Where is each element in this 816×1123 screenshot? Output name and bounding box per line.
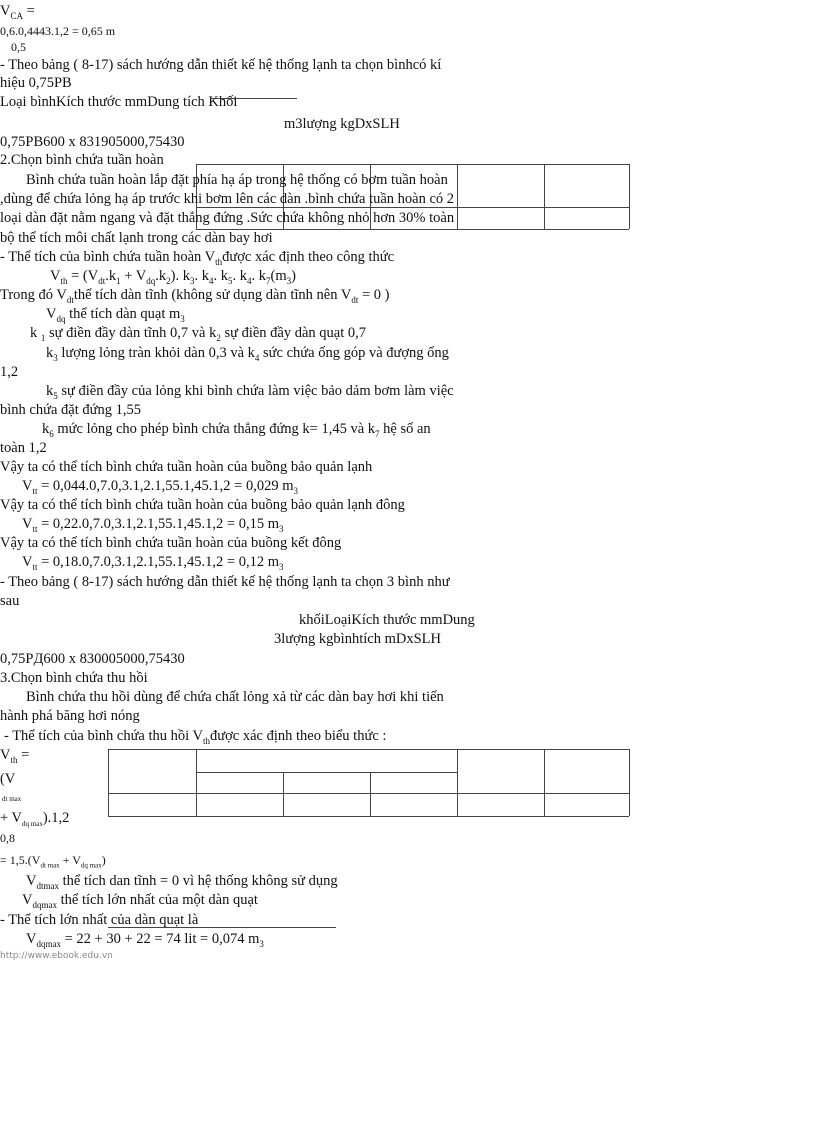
- vca-label: $V_{CA}$ =: [0, 3, 35, 21]
- k6-line: $k_6$ mức lỏng cho phép bình chứa thẳng đứng k= 1,45 và $k_7$ hệ số an: [42, 421, 431, 439]
- section-3-line-1: Bình chứa thu hồi dùng để chứa chất lỏng xả từ các dàn bay hơi khi tiến: [26, 689, 444, 705]
- section-2-line-2: ,dùng để chứa lỏng hạ áp trước khi bơm lên các dàn .bình chứa tuần hoàn có 2: [0, 191, 455, 207]
- vth-formula: $V_{th} = (V_{dt}.k_1 + V_{dq}.k_2)$. $k_3$. $k_4$. $k_5$. $k_4$. $k_7(m_3)$: [50, 268, 296, 286]
- vth-intro: - Thể tích của bình chứa tuần hoàn $V_{th}được$ xác định theo công thức: [0, 249, 395, 267]
- paragraph-2-line-2: sau: [0, 593, 20, 609]
- eq-vtt-1: $V_{tt} = 0,044.0,7.0,3.1,2.1,55.1,45.1,2 = 0,029$ $m_3$: [22, 478, 299, 496]
- watermark: http://www.ebook.edu.vn: [0, 951, 113, 961]
- vay-1: Vậy ta có thể tích bình chứa tuần hoàn của buồng bảo quản lạnh: [0, 459, 373, 475]
- vth2-label: $V_{th}$ =: [0, 747, 30, 765]
- section-3-line-2: hành phá băng hơi nóng: [0, 708, 140, 724]
- table-1-header-row-2: m3lượng kgDxSLH: [284, 116, 400, 132]
- table-2-rule: [108, 927, 336, 928]
- section-2-title: 2.Chọn bình chứa tuần hoàn: [0, 152, 164, 168]
- vth2-intro: - Thể tích của bình chứa thu hồi $V_{th}được$ xác định theo biểu thức :: [4, 728, 387, 746]
- k3-cont: 1,2: [0, 364, 19, 380]
- vth2-plus: + $V_{dq max}).1,2$: [0, 810, 70, 828]
- lon-nhat-line: - Thể tích lớn nhất của dàn quạt là: [0, 912, 199, 928]
- section-2-line-1: Bình chứa tuần hoàn lắp đặt phía hạ áp trong hệ thống có bơm tuần hoàn: [26, 172, 448, 188]
- vay-3: Vậy ta có thể tích bình chứa tuần hoàn của buồng kết đông: [0, 535, 342, 551]
- vca-denominator: 0,5: [11, 40, 26, 54]
- paragraph-1-line-1: - Theo bảng ( 8-17) sách hướng dẫn thiết kế hệ thống lạnh ta chọn bìnhcó kí: [0, 57, 442, 73]
- vay-2: Vậy ta có thể tích bình chứa tuần hoàn của buồng bảo quản lạnh đông: [0, 497, 405, 513]
- table-2-header-row-2: 3lượng kgbìnhtích mDxSLH: [274, 631, 441, 647]
- section-2-line-3: loại dàn đặt nằm ngang và đặt thẳng đứng .Sức chứa không nhỏ hơn 30% toàn: [0, 210, 455, 226]
- vth2-result: = $1,5.(V_{dt max} + V_{dq max})$: [0, 853, 106, 870]
- table-1-rule: [210, 98, 297, 99]
- eq-vtt-3: $V_{tt} = 0,18.0,7.0,3.1,2.1,55.1,45.1,2 = 0,12$ $m_3$: [22, 554, 284, 572]
- vth2-den: 0,8: [0, 831, 15, 845]
- k6-cont: toàn 1,2: [0, 440, 47, 456]
- k1-line: k $_1$ sự điền đầy dàn tĩnh 0,7 và $k_2$ sự điền đầy dàn quạt 0,7: [30, 325, 367, 343]
- vdq-line: $V_{dq}$ thể tích dàn quạt $m_3$: [46, 306, 185, 324]
- eq-vtt-2: $V_{tt} = 0,22.0,7.0,3.1,2.1,55.1,45.1,2 = 0,15$ $m_3$: [22, 516, 284, 534]
- table-2-data-row: 0,75PД600 x 830005000,75430: [0, 651, 185, 667]
- paragraph-2-line-1: - Theo bảng ( 8-17) sách hướng dẫn thiết kế hệ thống lạnh ta chọn 3 bình như: [0, 574, 450, 590]
- table-1-data-row: 0,75PB600 x 831905000,75430: [0, 134, 185, 150]
- eq-vdqmax: $V_{dqmax} = 22 + 30 + 22 = 74$ lit = 0,074 $m_3$: [26, 931, 264, 949]
- vca-numerator: 0,6.0,4443.1,2 = 0,65 m: [0, 24, 116, 38]
- table-2-header-row-1: khốiLoạiKích thước mmDung: [299, 612, 475, 628]
- section-2-line-4: bộ thể tích môi chất lạnh trong các dàn bay hơi: [0, 230, 273, 246]
- vdtmax-line: $V_{dtmax}$ thể tích dan tĩnh = 0 vì hệ thống không sử dụng: [26, 873, 338, 891]
- k5-line: $k_5$ sự điền đầy của lỏng khi bình chứa làm việc bảo dảm bơm làm việc: [46, 383, 454, 401]
- section-3-title: 3.Chọn bình chứa thu hồi: [0, 670, 148, 686]
- vdqmax-line: $V_{dqmax}$ thể tích lớn nhất của một dàn quạt: [22, 892, 258, 910]
- vth2-dtmax: dt max: [2, 795, 22, 803]
- vth2-open: (V: [0, 771, 16, 787]
- trong-do-line: Trong đó $V_{dt}thể$ tích dàn tĩnh (không sử dụng dàn tĩnh nên $V_{dt} = 0$ ): [0, 287, 390, 305]
- table-1-header-row-1: Loại bìnhKích thước mmDung tích Khối: [0, 94, 238, 110]
- k3-line: $k_3$ lượng lỏng tràn khỏi dàn 0,3 và $k_4$ sức chứa ống góp và đượng ống: [46, 345, 449, 363]
- k5-cont: bình chứa đặt đứng 1,55: [0, 402, 141, 418]
- paragraph-1-line-2: hiệu 0,75PB: [0, 75, 72, 91]
